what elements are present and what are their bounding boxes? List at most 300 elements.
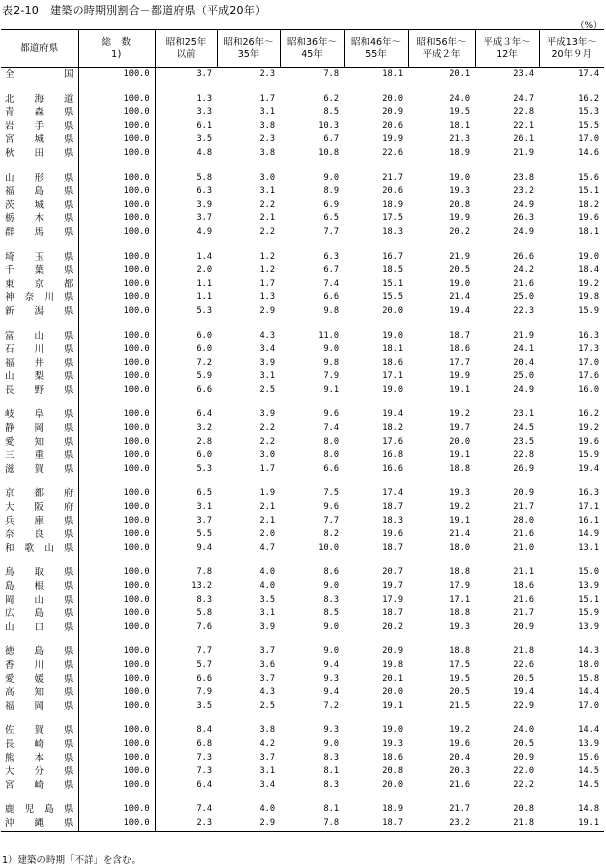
prefecture-name-chars [5,686,74,700]
value-cell: 3.5 [259,594,275,605]
name-char: 岡 [5,594,15,606]
table-row [1,251,604,265]
value-cell: 19.4 [578,463,599,474]
name-char: 崎 [34,738,44,750]
prefecture-name-chars [5,528,74,542]
value-cell: 8.3 [323,779,339,790]
prefecture-name [1,659,78,673]
name-char: 福 [5,357,15,369]
value-cell: 8.0 [323,450,339,461]
value-cell: 3.1 [259,371,275,382]
value-cell: 9.0 [323,646,339,657]
name-char: 潟 [34,305,44,317]
value-cell: 25.0 [513,292,534,303]
column-header-line: 45年 [301,48,323,60]
column-header-line: 35年 [237,48,260,60]
name-char: 賀 [34,463,44,475]
value-cell: 8.0 [323,436,339,447]
value-cell: 13.1 [578,542,599,553]
value-cell: 6.0 [196,344,212,355]
value-cell: 22.8 [513,107,534,118]
value-cell: 21.1 [513,567,534,578]
value-cell: 3.9 [259,357,275,368]
value-cell: 3.8 [259,147,275,158]
prefecture-name [1,226,78,240]
value-cell: 18.5 [382,265,403,276]
name-char: 田 [34,147,44,159]
prefecture-name-chars [5,566,74,580]
total-cell: 100.0 [78,436,155,450]
value-cell: 2.3 [259,134,275,145]
value-cell: 4.0 [259,567,275,578]
name-char: 栃 [5,213,15,225]
table-row [1,724,604,738]
value-cell: 15.5 [578,120,599,131]
value-cell: 19.5 [449,673,470,684]
name-char: 山 [34,330,44,342]
value-cell: 3.5 [196,134,212,145]
table-row [1,185,604,199]
value-cell: 14.4 [578,725,599,736]
name-char: 川 [34,659,44,671]
name-char: 媛 [34,673,44,685]
value-cell: 20.6 [382,120,403,131]
name-char: 川 [44,292,54,304]
value-cell: 24.9 [513,199,534,210]
spacer-cell [539,634,604,645]
value-cell: 20.0 [382,779,403,790]
value-cell: 22.8 [513,450,534,461]
name-char: 都 [34,488,44,500]
value-cell: 15.3 [578,107,599,118]
value-cell: 24.9 [513,226,534,237]
table-row [1,305,604,319]
value-cell: 10.8 [318,147,339,158]
value-cell: 21.9 [513,147,534,158]
total-cell: 100.0 [78,645,155,659]
name-char: 島 [34,646,44,658]
spacer-cell [1,161,78,172]
value-cell: 24.1 [513,344,534,355]
table-row [1,752,604,766]
column-header-line: 昭和46年～ [350,36,402,48]
group-spacer [1,555,604,566]
table-row [1,68,604,82]
table-row [1,765,604,779]
name-char: 森 [34,107,44,119]
value-cell: 3.9 [259,409,275,420]
name-char: 府 [63,502,74,514]
spacer-cell [408,634,475,645]
value-cell: 3.1 [259,766,275,777]
name-char: 北 [5,93,15,105]
table-row [1,330,604,344]
value-cell: 9.1 [323,384,339,395]
table-row [1,147,604,161]
value-cell: 20.3 [449,766,470,777]
value-cell: 19.3 [382,738,403,749]
spacer-cell [475,792,539,803]
value-cell: 7.6 [196,621,212,632]
name-char: 形 [34,172,44,184]
spacer-cell [280,713,344,724]
value-cell: 20.5 [449,687,470,698]
value-cell: 17.4 [382,488,403,499]
value-cell: 18.0 [449,542,470,553]
prefecture-name [1,449,78,463]
spacer-cell [475,634,539,645]
value-cell: 3.3 [196,107,212,118]
name-char: 山 [44,542,54,554]
table-row [1,686,604,700]
name-char: 県 [63,344,74,356]
column-header-line: 平成13年～ [546,36,597,48]
value-cell: 9.3 [323,725,339,736]
table-row [1,487,604,501]
value-cell: 18.8 [449,463,470,474]
table-row [1,817,604,831]
name-char: 岐 [5,409,15,421]
spacer-cell [408,397,475,408]
value-cell: 9.4 [196,542,212,553]
table-row [1,463,604,477]
value-cell: 1.4 [196,251,212,262]
value-cell: 2.2 [259,199,275,210]
value-cell: 3.9 [196,199,212,210]
total-cell: 100.0 [78,133,155,147]
total-cell: 100.0 [78,120,155,134]
prefecture-name-chars [5,305,74,319]
value-cell: 9.8 [323,305,339,316]
spacer-cell [78,634,155,645]
total-cell: 100.0 [78,752,155,766]
spacer-cell [344,397,408,408]
prefecture-name [1,566,78,580]
spacer-cell [217,634,280,645]
value-cell: 6.5 [323,213,339,224]
value-cell: 13.9 [578,738,599,749]
table-row [1,449,604,463]
prefecture-name-chars [5,357,74,371]
name-char: 香 [5,659,15,671]
name-char: 知 [34,687,44,699]
value-cell: 18.9 [449,147,470,158]
spacer-cell [217,713,280,724]
name-char: 宮 [5,779,15,791]
total-cell: 100.0 [78,212,155,226]
value-cell: 6.6 [323,292,339,303]
prefecture-name [1,673,78,687]
spacer-cell [475,319,539,330]
prefecture-name [1,542,78,556]
value-cell: 9.0 [323,738,339,749]
name-char: 奈 [24,292,35,304]
value-cell: 8.1 [323,766,339,777]
value-cell: 19.1 [539,817,604,831]
prefecture-name-chars [5,370,74,384]
table-row [1,120,604,134]
spacer-cell [1,476,78,487]
column-header-8 [539,30,604,68]
spacer-cell [155,792,217,803]
table-row [1,172,604,186]
prefecture-name-chars [5,700,74,714]
value-cell: 26.3 [513,213,534,224]
table-row [1,542,604,556]
spacer-cell [344,319,408,330]
value-cell: 4.9 [196,226,212,237]
value-cell: 14.9 [578,529,599,540]
value-cell: 6.2 [323,93,339,104]
column-header-1 [78,30,155,68]
prefecture-name-chars [5,765,74,779]
value-cell: 2.2 [259,436,275,447]
value-cell: 6.3 [323,251,339,262]
total-cell: 100.0 [78,607,155,621]
value-cell: 9.3 [323,673,339,684]
spacer-cell [475,555,539,566]
spacer-cell [78,319,155,330]
value-cell: 5.8 [196,172,212,183]
table-row [1,133,604,147]
value-cell: 3.7 [196,69,212,79]
value-cell: 18.2 [578,199,599,210]
spacer-cell [280,240,344,251]
name-char: 県 [63,594,74,606]
table-row [1,566,604,580]
prefecture-name [1,291,78,305]
name-char: 県 [63,186,74,198]
spacer-cell [344,240,408,251]
total-cell: 100.0 [78,343,155,357]
total-cell: 100.0 [78,384,155,398]
value-cell: 1.7 [259,278,275,289]
value-cell: 2.5 [259,384,275,395]
value-cell: 8.3 [323,594,339,605]
value-cell: 1.2 [259,265,275,276]
name-char: 県 [63,213,74,225]
value-cell: 6.8 [196,738,212,749]
prefecture-name-chars [5,384,74,398]
name-char: 県 [63,700,74,712]
value-cell: 20.9 [382,646,403,657]
table-row [1,106,604,120]
column-header-4 [280,30,344,68]
value-cell: 6.7 [323,134,339,145]
name-char: 梨 [34,371,44,383]
spacer-cell [217,397,280,408]
table-row [1,580,604,594]
value-cell: 20.1 [449,69,470,79]
name-char: 県 [63,305,74,317]
value-cell: 19.6 [578,436,599,447]
spacer-cell [280,634,344,645]
value-cell: 6.7 [323,265,339,276]
value-cell: 3.7 [196,213,212,224]
value-cell: 18.8 [449,646,470,657]
value-cell: 19.0 [578,251,599,262]
value-cell: 19.0 [382,330,403,341]
value-cell: 20.4 [449,752,470,763]
value-cell: 16.2 [578,93,599,104]
value-cell: 24.9 [513,384,534,395]
table-row [1,370,604,384]
value-cell: 21.0 [513,542,534,553]
prefecture-name [1,264,78,278]
spacer-cell [78,476,155,487]
value-cell: 17.6 [578,371,599,382]
prefecture-name-chars [5,449,74,463]
table-row [1,700,604,714]
value-cell: 17.5 [449,659,470,670]
prefecture-name-chars [5,515,74,529]
name-char: 長 [5,738,15,750]
total-cell: 100.0 [78,357,155,371]
value-cell: 22.6 [382,147,403,158]
value-cell: 19.2 [578,423,599,434]
prefecture-name [1,515,78,529]
prefecture-name [1,765,78,779]
prefecture-name-chars [5,330,74,344]
name-char: 高 [5,687,15,699]
name-char: 県 [63,738,74,750]
prefecture-name [1,607,78,621]
value-cell: 20.4 [513,357,534,368]
value-cell: 9.8 [323,357,339,368]
value-cell: 19.9 [382,134,403,145]
total-cell: 100.0 [78,185,155,199]
value-cell: 5.8 [196,608,212,619]
value-cell: 2.2 [259,423,275,434]
name-char: 宮 [5,134,15,146]
name-char: 島 [44,804,54,816]
value-cell: 26.1 [513,134,534,145]
name-char: 岡 [34,423,44,435]
name-char: 岡 [34,700,44,712]
value-cell: 21.6 [513,278,534,289]
total-cell: 100.0 [78,580,155,594]
name-char: 県 [63,292,74,304]
value-cell: 19.2 [578,278,599,289]
group-spacer [1,161,604,172]
value-cell: 22.0 [513,766,534,777]
value-cell: 5.3 [196,463,212,474]
spacer-cell [408,476,475,487]
prefecture-name [1,408,78,422]
prefecture-name-chars [5,68,74,82]
value-cell: 6.0 [196,450,212,461]
prefecture-name [1,463,78,477]
total-cell: 100.0 [78,199,155,213]
name-char: 阜 [34,409,44,421]
value-cell: 7.7 [323,226,339,237]
name-char: 県 [63,226,74,238]
prefecture-name-chars [5,645,74,659]
table-row [1,291,604,305]
prefecture-name-chars [5,278,74,292]
value-cell: 20.9 [513,621,534,632]
value-cell: 14.4 [578,687,599,698]
value-cell: 23.4 [513,69,534,79]
group-spacer [1,82,604,93]
value-cell: 22.2 [513,779,534,790]
value-cell: 23.1 [513,409,534,420]
value-cell: 21.6 [513,529,534,540]
value-cell: 21.4 [449,529,470,540]
total-cell: 100.0 [78,305,155,319]
value-cell: 18.8 [449,567,470,578]
value-cell: 15.9 [578,450,599,461]
value-cell: 17.0 [578,134,599,145]
prefecture-name-chars [5,803,74,817]
spacer-cell [539,82,604,93]
name-char: 庫 [34,515,44,527]
value-cell: 19.3 [449,488,470,499]
name-char: 広 [5,608,15,620]
value-cell: 8.5 [323,608,339,619]
total-cell: 100.0 [78,463,155,477]
value-cell: 21.7 [382,172,403,183]
value-cell: 16.8 [382,450,403,461]
value-cell: 21.6 [449,779,470,790]
value-cell: 19.6 [578,213,599,224]
value-cell: 3.4 [259,344,275,355]
value-cell: 15.1 [382,278,403,289]
name-char: 徳 [5,646,15,658]
total-cell: 100.0 [78,278,155,292]
name-char: 取 [34,567,44,579]
value-cell: 17.1 [449,594,470,605]
value-cell: 3.8 [259,120,275,131]
name-char: 県 [63,371,74,383]
value-cell: 19.0 [449,172,470,183]
value-cell: 8.6 [323,567,339,578]
total-cell: 100.0 [78,93,155,107]
name-char: 木 [34,213,44,225]
table-row [1,436,604,450]
table-row [1,673,604,687]
spacer-cell [408,792,475,803]
prefecture-name-chars [5,199,74,213]
value-cell: 2.3 [155,817,217,831]
value-cell: 21.5 [449,700,470,711]
value-cell: 3.1 [259,107,275,118]
value-cell: 6.6 [196,384,212,395]
value-cell: 19.3 [449,621,470,632]
value-cell: 9.0 [323,344,339,355]
value-cell: 18.6 [382,752,403,763]
value-cell: 19.7 [382,581,403,591]
prefecture-name-chars [5,817,74,831]
value-cell: 20.7 [382,567,403,578]
table-row [1,199,604,213]
group-spacer [1,713,604,724]
value-cell: 18.3 [382,515,403,526]
total-cell: 100.0 [78,765,155,779]
value-cell: 8.5 [323,107,339,118]
value-cell: 10.0 [318,542,339,553]
name-char: 県 [63,384,74,396]
prefecture-name [1,185,78,199]
column-header-line: 昭和26年～ [223,36,274,48]
value-cell: 6.6 [196,673,212,684]
value-cell: 18.9 [382,804,403,815]
value-cell: 18.7 [382,502,403,513]
spacer-cell [539,555,604,566]
prefecture-name-chars [5,226,74,240]
name-char: 佐 [5,725,15,737]
name-char: 県 [63,687,74,699]
